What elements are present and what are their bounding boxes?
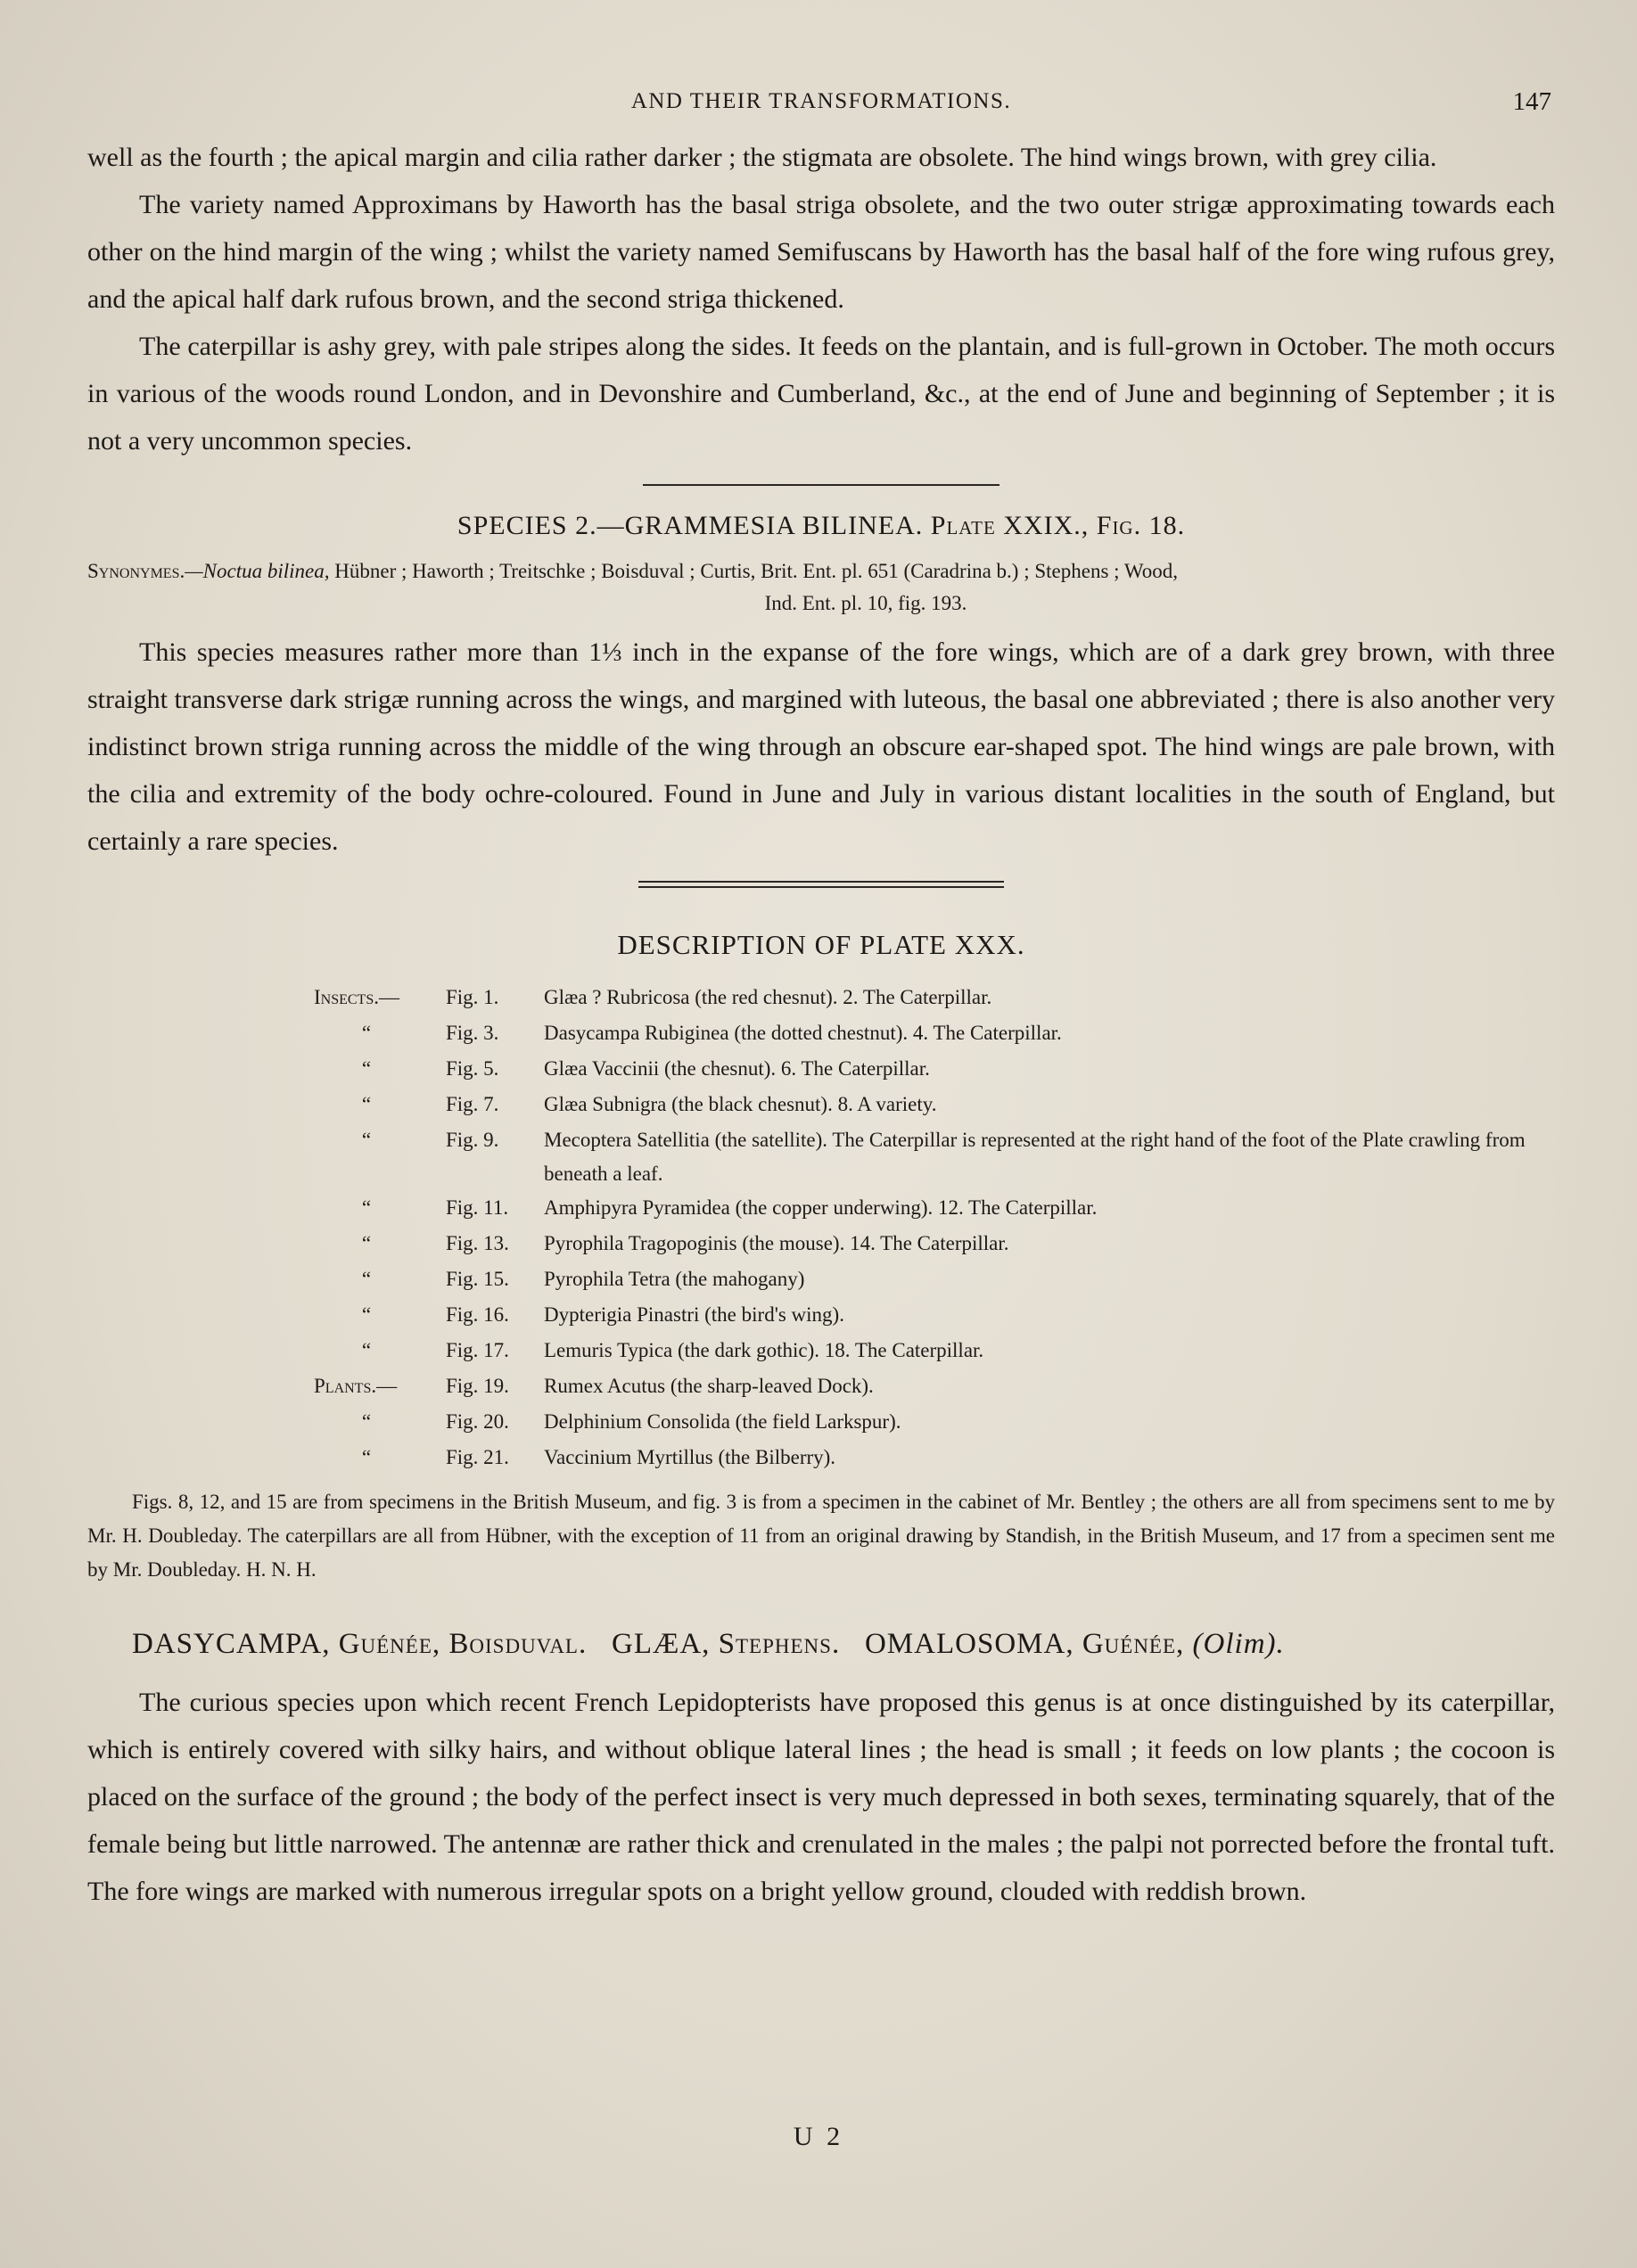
plate-figure-row	[314, 1334, 1555, 1369]
figure-number: Fig. 19.	[446, 1375, 509, 1397]
figure-description: Pyrophila Tetra (the mahogany)	[544, 1268, 805, 1290]
plate-figure-row	[314, 1052, 1555, 1088]
plate-figure-row	[314, 1227, 1555, 1262]
genus-name-dasycampa: DASYCAMPA,	[132, 1628, 331, 1660]
page-number: 147	[1512, 87, 1551, 116]
figure-description: Rumex Acutus (the sharp-leaved Dock).	[544, 1375, 874, 1397]
plate-description-title: DESCRIPTION OF PLATE XXX.	[617, 929, 1025, 960]
plate-note-text: Figs. 8, 12, and 15 are from specimens in the British Museum, and fig. 3 is from a specimen in the cabinet of Mr. Bentley ; the others are all from specimens sent to me by Mr. H. Doubleday. The caterpillars are all from Hübner, with the exception of 11 from an original drawing by Standish, in the British Museum, and 17 from a specimen sent me by Mr. Doubleday. H. N. H.	[87, 1491, 1555, 1581]
figure-number: Fig. 9.	[446, 1129, 499, 1151]
ditto-mark: “	[361, 1129, 372, 1151]
figure-description: Vaccinium Myrtillus (the Bilberry).	[544, 1446, 836, 1468]
genus-authority-glaea: Stephens.	[718, 1628, 841, 1660]
plate-figure-row	[314, 1016, 1555, 1052]
plate-figure-row	[314, 981, 1555, 1016]
plate-figure-row	[314, 1298, 1555, 1334]
ditto-mark: “	[361, 1268, 372, 1290]
plate-figures-note	[87, 1485, 1555, 1587]
figure-number: Fig. 11.	[446, 1196, 509, 1219]
plate-figure-row	[314, 1191, 1555, 1227]
genus-authority-omalosoma: Guénée,	[1082, 1628, 1185, 1660]
running-head: AND THEIR TRANSFORMATIONS.	[630, 89, 1012, 113]
genus-name-omalosoma: OMALOSOMA,	[864, 1628, 1074, 1660]
plate-figures-table	[314, 981, 1555, 1476]
figure-description: Pyrophila Tragopoginis (the mouse). 14. The Caterpillar.	[544, 1232, 1009, 1254]
figure-description: Glæa Subnigra (the black chesnut). 8. A variety.	[544, 1093, 937, 1115]
figure-group-label: Plants.—	[314, 1375, 398, 1397]
species-heading-plate: Plate XXIX., Fig. 18.	[930, 511, 1186, 540]
synonyms-label: Synonymes.	[87, 560, 185, 582]
plate-figure-row	[314, 1088, 1555, 1123]
plate-figure-row	[314, 1441, 1555, 1476]
intro-paragraph-2: The variety named Approximans by Haworth has the basal striga obsolete, and the two outer strigæ approximating towards each other on the hind margin of the wing ; whilst the variety named Semifuscans by Haworth has the basal half of the fore wing rufous grey, and the apical half dark rufous brown, and the second striga thickened.	[87, 190, 1555, 314]
figure-description: Glæa Vaccinii (the chesnut). 6. The Caterpillar.	[544, 1057, 930, 1080]
figure-number: Fig. 15.	[446, 1268, 509, 1290]
ditto-mark: “	[361, 1446, 372, 1468]
ditto-mark: “	[361, 1196, 372, 1219]
ditto-mark: “	[361, 1022, 372, 1044]
figure-description: Delphinium Consolida (the field Larkspur).	[544, 1410, 901, 1433]
page-header	[87, 82, 1555, 134]
synonyms-line-1: Hübner ; Haworth ; Treitschke ; Boisduval ; Curtis, Brit. Ent. pl. 651 (Caradrina b.) ; Stephens ; Wood,	[329, 560, 1179, 582]
genus-authority-dasycampa: Guénée, Boisduval.	[338, 1628, 588, 1660]
species-heading-main: SPECIES 2.—GRAMMESIA BILINEA.	[457, 511, 924, 540]
figure-number: Fig. 7.	[446, 1093, 499, 1115]
figure-number: Fig. 20.	[446, 1410, 509, 1433]
figure-number: Fig. 5.	[446, 1057, 499, 1080]
genus-olim: (Olim).	[1192, 1628, 1285, 1660]
figure-group-label: Insects.—	[314, 986, 399, 1008]
genus-name-glaea: GLÆA,	[611, 1628, 711, 1660]
figure-number: Fig. 21.	[446, 1446, 509, 1468]
genus-heading	[132, 1628, 1555, 1661]
figure-description: Amphipyra Pyramidea (the copper underwing). 12. The Caterpillar.	[544, 1196, 1098, 1219]
figure-number: Fig. 16.	[446, 1303, 509, 1326]
ditto-mark: “	[361, 1232, 372, 1254]
intro-paragraph-3: The caterpillar is ashy grey, with pale stripes along the sides. It feeds on the plantain, and is full-grown in October. The moth occurs in various of the woods round London, and in Devonshire and Cumberland, &c., at the end of June and beginning of September ; it is not a very uncommon species.	[87, 332, 1555, 456]
intro-paragraph-1: well as the fourth ; the apical margin and cilia rather darker ; the stigmata are obsolete. The hind wings brown, with grey cilia.	[87, 143, 1437, 172]
species-heading	[87, 511, 1555, 541]
figure-description: Lemuris Typica (the dark gothic). 18. The Caterpillar.	[544, 1339, 984, 1361]
figure-description: Dypterigia Pinastri (the bird's wing).	[544, 1303, 844, 1326]
section-divider	[643, 484, 999, 486]
double-divider	[638, 881, 1004, 888]
figure-description: Mecoptera Satellitia (the satellite). The Caterpillar is represented at the right hand of the foot of the Plate crawling from beneath a leaf.	[544, 1129, 1526, 1185]
genus-description: The curious species upon which recent French Lepidopterists have proposed this genus is at once distinguished by its caterpillar, which is entirely covered with silky hairs, and without oblique lateral lines ; the head is small ; it feeds on low plants ; the cocoon is placed on the surface of the ground ; the body of the perfect insect is very much depressed in both sexes, terminating squarely, that of the female being but little narrowed. The antennæ are rather thick and crenulated in the males ; the palpi not porrected before the frontal tuft. The fore wings are marked with numerous irregular spots on a bright yellow ground, clouded with reddish brown.	[87, 1688, 1555, 1906]
figure-number: Fig. 13.	[446, 1232, 509, 1254]
figure-number: Fig. 17.	[446, 1339, 509, 1361]
figure-number: Fig. 3.	[446, 1022, 499, 1044]
ditto-mark: “	[361, 1303, 372, 1326]
plate-figure-row	[314, 1123, 1555, 1191]
figure-number: Fig. 1.	[446, 986, 499, 1008]
plate-figure-row	[314, 1262, 1555, 1298]
synonyms-line-2: Ind. Ent. pl. 10, fig. 193.	[764, 592, 967, 614]
signature-mark: U 2	[793, 2122, 844, 2151]
figure-description: Dasycampa Rubiginea (the dotted chestnut). 4. The Caterpillar.	[544, 1022, 1062, 1044]
ditto-mark: “	[361, 1057, 372, 1080]
ditto-mark: “	[361, 1339, 372, 1361]
plate-figure-row	[314, 1369, 1555, 1405]
synonyms-name: —Noctua bilinea,	[185, 560, 330, 582]
plate-figure-row	[314, 1405, 1555, 1441]
figure-description: Glæa ? Rubricosa (the red chesnut). 2. The Caterpillar.	[544, 986, 992, 1008]
species-description: This species measures rather more than 1⅓ inch in the expanse of the fore wings, which are of a dark grey brown, with three straight transverse dark strigæ running across the wings, and margined with luteous, the basal one abbreviated ; there is also another very indistinct brown striga running across the middle of the wing through an obscure ear-shaped spot. The hind wings are pale brown, with the cilia and extremity of the body ochre-coloured. Found in June and July in various distant localities in the south of England, but certainly a rare species.	[87, 637, 1555, 856]
synonyms-block	[87, 555, 1555, 620]
ditto-mark: “	[361, 1410, 372, 1433]
ditto-mark: “	[361, 1093, 372, 1115]
